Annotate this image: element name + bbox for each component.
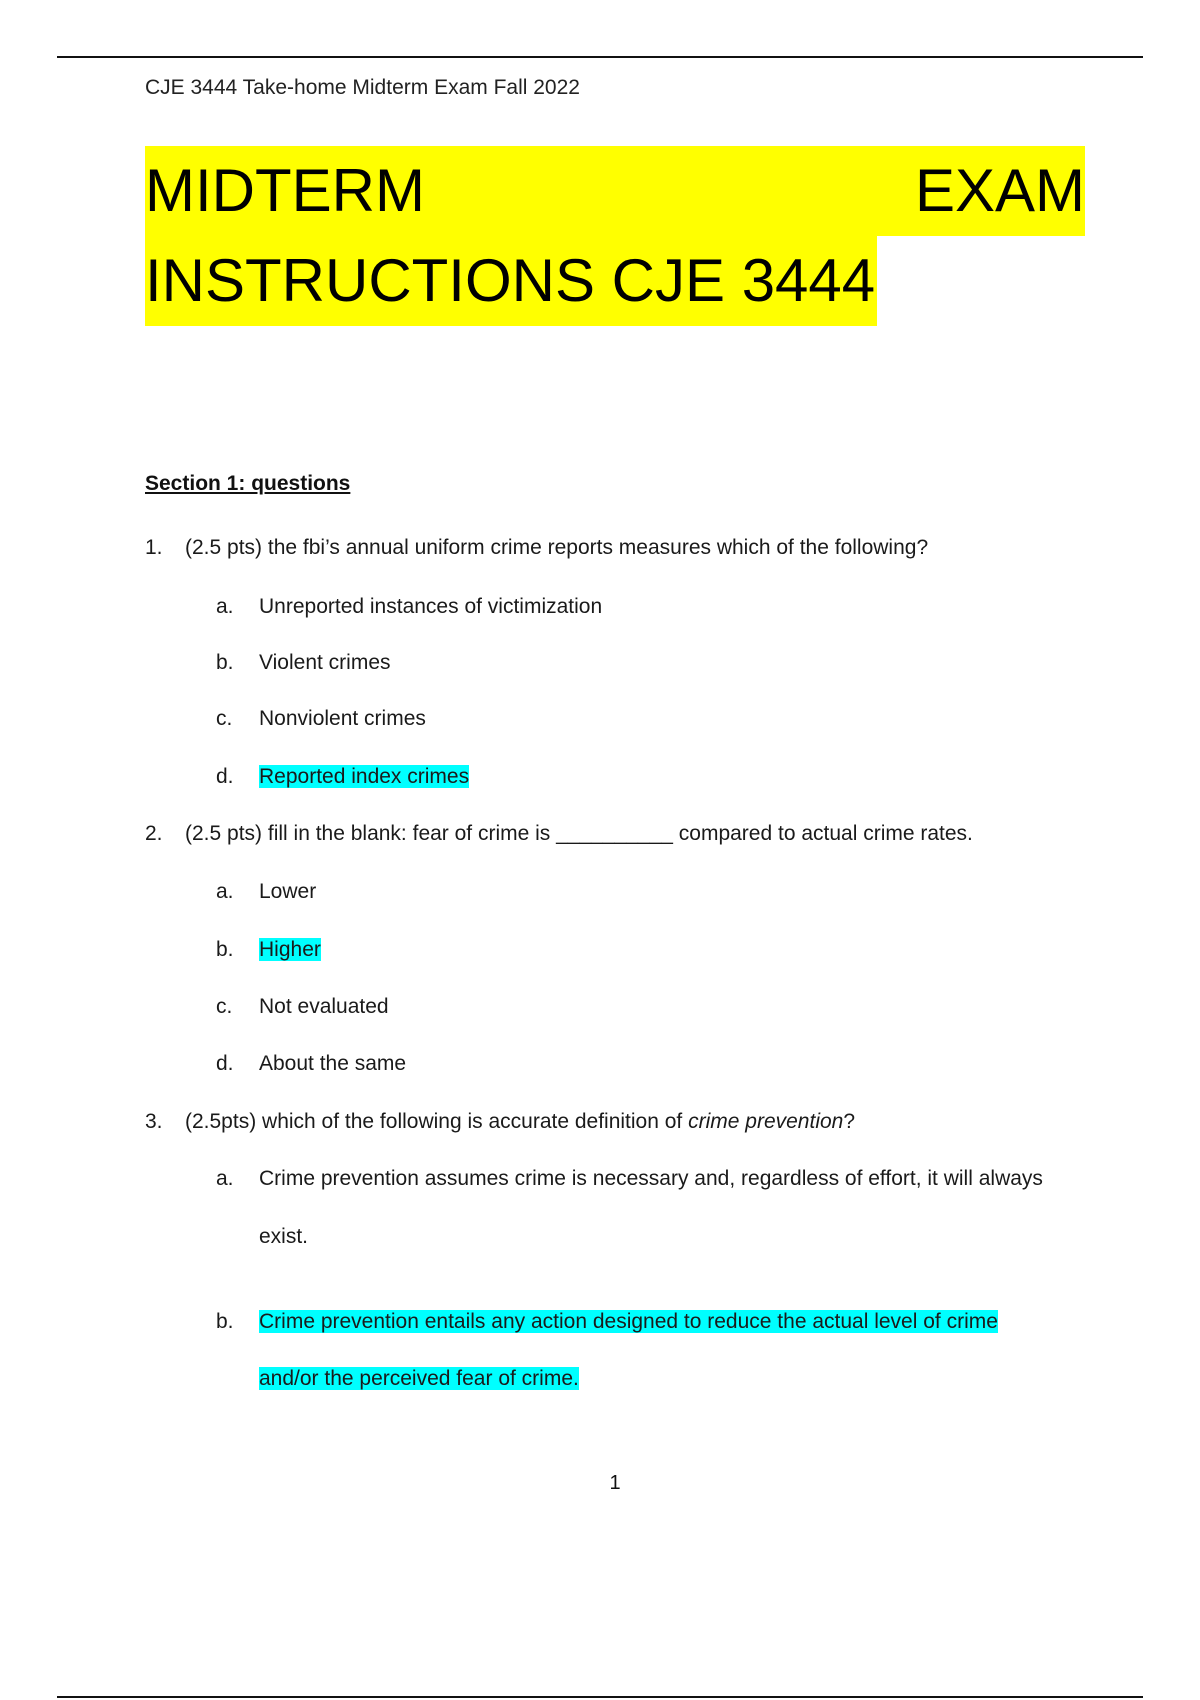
option-2a <box>216 880 316 904</box>
option-text: About the same <box>259 1052 407 1075</box>
option-letter: b. <box>216 1310 234 1333</box>
highlighted-answer: Crime prevention entails any action designed to reduce the actual level of crime <box>259 1310 998 1333</box>
question-text-end: ? <box>843 1110 856 1133</box>
option-letter: d. <box>216 765 234 788</box>
title-line-2: INSTRUCTIONS CJE 3444 <box>145 236 877 326</box>
highlighted-answer: and/or the perceived fear of crime. <box>259 1367 579 1390</box>
question-number: 2. <box>145 822 163 845</box>
option-3a-continuation: exist. <box>259 1225 309 1248</box>
question-3 <box>145 1110 855 1134</box>
option-2b <box>216 938 321 962</box>
option-letter: c. <box>216 707 233 730</box>
option-text: Violent crimes <box>259 651 391 674</box>
title-line-1 <box>145 146 1085 236</box>
option-text: Lower <box>259 880 317 903</box>
option-letter: c. <box>216 995 233 1018</box>
option-text: Nonviolent crimes <box>259 707 426 730</box>
option-text: Unreported instances of victimization <box>259 595 603 618</box>
section-heading: Section 1: questions <box>145 472 351 495</box>
title-word-midterm: MIDTERM <box>145 157 425 224</box>
option-text: Crime prevention assumes crime is necessary and, regardless of effort, it will always <box>259 1167 1043 1190</box>
highlighted-answer: Higher <box>259 938 321 961</box>
question-term: crime prevention <box>688 1110 844 1133</box>
option-3b-continuation <box>259 1367 579 1391</box>
page-number: 1 <box>609 1472 621 1494</box>
top-rule <box>57 56 1143 58</box>
question-text: (2.5 pts) fill in the blank: fear of crime is __________ compared to actual crime rates. <box>185 822 973 845</box>
question-text: (2.5pts) which of the following is accurate definition of <box>185 1110 689 1133</box>
option-1d <box>216 765 469 789</box>
question-number: 3. <box>145 1110 163 1133</box>
title-word-exam: EXAM <box>914 157 1085 224</box>
document-header: CJE 3444 Take-home Midterm Exam Fall 2022 <box>145 76 580 99</box>
option-1b <box>216 651 391 675</box>
highlighted-answer: Reported index crimes <box>259 765 470 788</box>
bottom-rule <box>57 1696 1143 1698</box>
option-letter: d. <box>216 1052 234 1075</box>
option-3b <box>216 1310 998 1334</box>
question-text: (2.5 pts) the fbi’s annual uniform crime reports measures which of the following? <box>185 536 929 559</box>
question-number: 1. <box>145 536 163 559</box>
option-letter: a. <box>216 1167 234 1190</box>
option-1a <box>216 595 602 619</box>
option-3a <box>216 1167 1043 1191</box>
option-letter: a. <box>216 880 234 903</box>
question-2 <box>145 822 973 846</box>
option-2d <box>216 1052 406 1076</box>
option-2c <box>216 995 389 1019</box>
document-title <box>145 146 1085 326</box>
option-letter: b. <box>216 651 234 674</box>
option-letter: a. <box>216 595 234 618</box>
question-1 <box>145 536 928 560</box>
option-letter: b. <box>216 938 234 961</box>
option-text: Not evaluated <box>259 995 389 1018</box>
option-1c <box>216 707 426 731</box>
